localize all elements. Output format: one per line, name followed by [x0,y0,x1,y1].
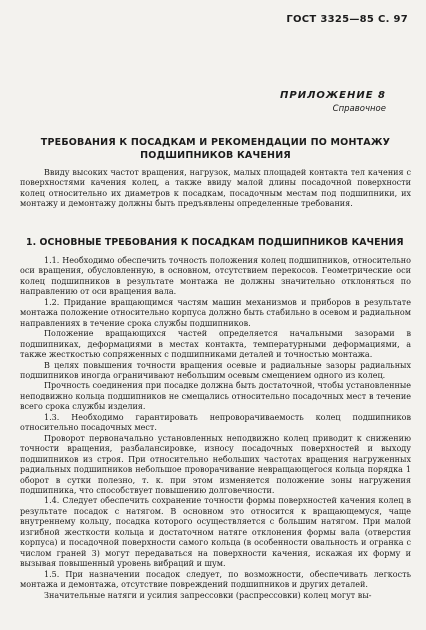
appendix-title: ПРИЛОЖЕНИЕ 8 [280,90,386,101]
paragraph-strength: Прочность соединения при посадке должна быть достаточной, чтобы установленные неподвижно кольца подшипников не смещались относительно посадочных мест в течение всего срока службы изделия. [20,381,411,412]
section-body [20,256,411,601]
paragraph-clearances: В целях повышения точности вращения осевые и радиальные зазоры радиальных подшипников иногда ограничивают небольшим осевым смещением одного из колец. [20,360,411,380]
paragraph-1-3: 1.3. Необходимо гарантировать непроворачиваемость колец подшипников относительно посадочных мест. [20,412,411,433]
standard-number-header: ГОСТ 3325—85 С. 97 [286,14,408,25]
paragraph-1-4: 1.4. Следует обеспечить сохранение точности формы поверхностей качения колец в результате посадок с натягом. В основном это относится к вращающемуся, чаще внутреннему кольцу, посадка которого осуществляется с большим натягом. При малой изгибной жесткости кольца и достаточном натяге отклонения формы вала (отверстия корпуса) и посадочной поверхности самого кольца (в особенности овальность и огранка с числом граней 3) могут передаваться на поверхности качения, искажая их форму и вызывая повышенный уровень вибраций и шум. [20,496,411,569]
appendix-subtitle: Справочное [332,104,386,114]
intro-paragraph: Ввиду высоких частот вращения, нагрузок, малых площадей контакта тел качения с поверхностями качения колец, а также ввиду малой длины посадочной поверхности колец относительно их диаметров к посадкам, посадочным местам под подшипники, их монтажу и демонтажу должны быть предъявлены определенные требования. [20,168,411,209]
paragraph-1-5: 1.5. При назначении посадок следует, по возможности, обеспечивать легкость монтажа и демонтажа, отсутствие повреждений подшипников и других деталей. [20,569,411,590]
paragraph-1-1: 1.1. Необходимо обеспечить точность положения колец подшипников, относительно оси вращения, обусловленную, в основном, отсутствием перекосов. Геометрические оси колец подшипников в результате монтажа не должны значительно отклоняться по направлению от оси вращения вала. [20,256,411,297]
paragraph-1-2: 1.2. Придание вращающимся частям машин механизмов и приборов в результате монтажа положение относительно корпуса должно быть стабильно в осевом и радиальном направлениях в течение срока службы подшипников. [20,297,411,328]
document-title-line-1: ТРЕБОВАНИЯ К ПОСАДКАМ И РЕКОМЕНДАЦИИ ПО МОНТАЖУ [40,137,391,148]
section-heading: 1. ОСНОВНЫЕ ТРЕБОВАНИЯ К ПОСАДКАМ ПОДШИПНИКОВ КАЧЕНИЯ [26,237,404,248]
document-title-line-2: ПОДШИПНИКОВ КАЧЕНИЯ [140,150,291,161]
paragraph-rotation: Проворот первоначально установленных неподвижно колец приводит к снижению точности вращения, разбалансировке, износу посадочных поверхностей и выходу подшипников из строя. При относительно небольших частотах вращения нагруженных радиальных подшипников небольшое проворачивание невращающегося кольца порядка 1 оборот в сутки полезно, т. к. при этом изменяется положение зоны нагружения подшипника, что способствует повышению долговечности. [20,433,411,495]
appendix-block [280,90,386,114]
paragraph-position: Положение вращающихся частей определяется начальными зазорами в подшипниках, деформациями в местах контакта, температурными деформациями, а также жесткостью сопряженных с подшипниками деталей и точностью монтажа. [20,329,411,360]
paragraph-continued: Значительные натяги и усилия запрессовки (распрессовки) колец могут вы- [44,590,372,600]
intro-section [20,168,411,210]
document-title [20,136,411,162]
